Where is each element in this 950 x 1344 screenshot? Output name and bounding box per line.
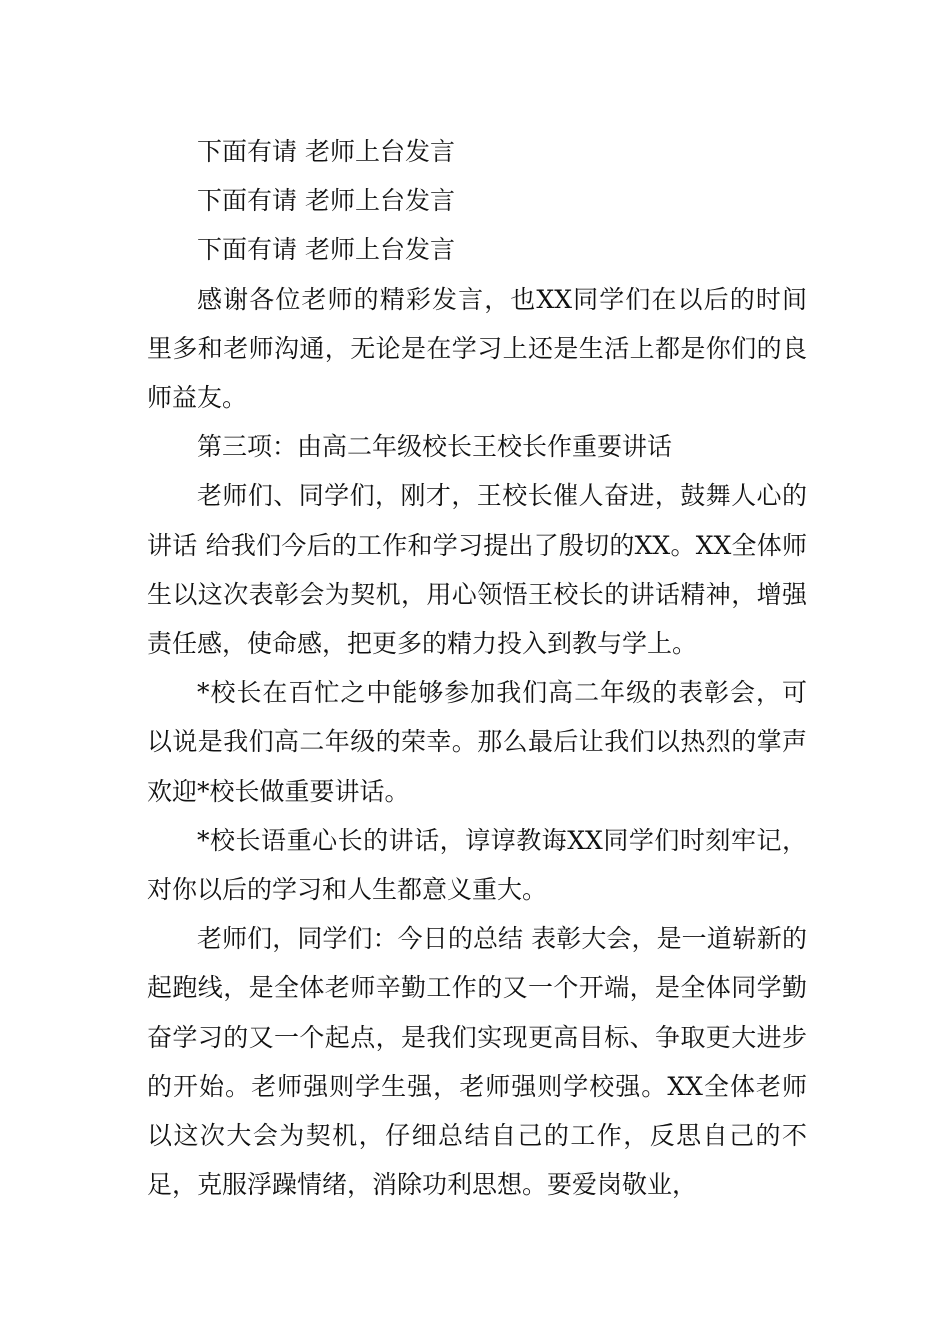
paragraph-after-speech: *校长语重心长的讲话，谆谆教诲XX同学们时刻牢记，对你以后的学习和人生都意义重大。 [147,825,807,905]
paragraph-item-three: 第三项：由高二年级校长王校长作重要讲话 [197,432,673,462]
paragraph-invite-3: 下面有请 老师上台发言 [197,235,455,265]
paragraph-invite-2: 下面有请 老师上台发言 [197,186,455,216]
paragraph-thanks: 感谢各位老师的精彩发言，也XX同学们在以后的时间里多和老师沟通，无论是在学习上还是生活上都是你们的良师益友。 [147,284,807,413]
paragraph-invite-1: 下面有请 老师上台发言 [197,137,455,166]
document-body [147,127,807,1209]
paragraph-response: 老师们、同学们，刚才，王校长催人奋进，鼓舞人心的讲话 给我们今后的工作和学习提出了殷切的XX。XX全体师生以这次表彰会为契机，用心领悟王校长的讲话精神，增强责任感，使命感，把更多的精力投入到教与学上。 [147,481,807,659]
paragraph-welcome: *校长在百忙之中能够参加我们高二年级的表彰会，可以说是我们高二年级的荣幸。那么最后让我们以热烈的掌声欢迎*校长做重要讲话。 [147,678,807,806]
paragraph-closing: 老师们，同学们：今日的总结 表彰大会，是一道崭新的起跑线，是全体老师辛勤工作的又一个开端，是全体同学勤奋学习的又一个起点，是我们实现更高目标、争取更大进步的开始。老师强则学生强，老师强则学校强。XX全体老师以这次大会为契机，仔细总结自己的工作，反思自己的不足，克服浮躁情绪，消除功利思想。要爱岗敬业， [147,924,807,1200]
